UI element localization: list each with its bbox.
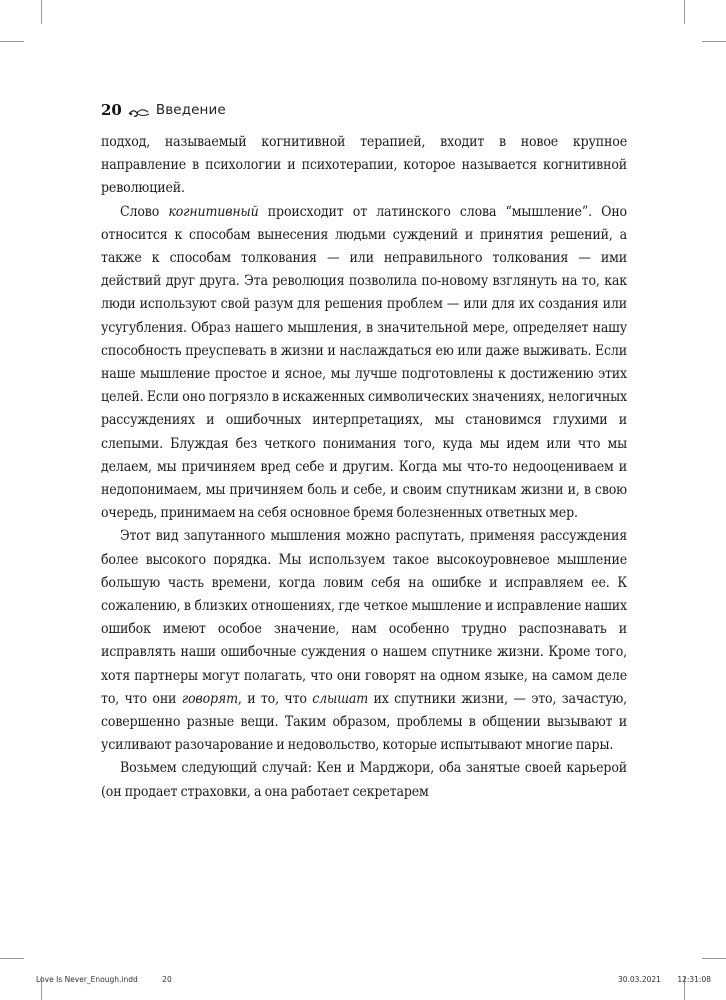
paragraph [101,131,627,201]
text-run: Этот вид запутанного мышления можно распутать, применяя рассуждения более высокого порядка. Мы используем такое высокоуровневое мышление большую часть времени, когда ловим себя на ошибке и исправляем ее. К сожалению, в близких отношениях, где четкое мышление и исправление наших ошибок имеют особое значение, нам особенно трудно распознавать и исправлять наши ошибочные суждения о нашем спутнике жизни. Кроме того, хотя партнеры могут полагать, что они говорят на одном языке, на самом деле то, что они [101,528,627,707]
crop-mark [41,0,42,24]
paragraph [101,757,627,803]
text-run: Возьмем следующий случай: Кен и Марджори, оба занятые своей карьерой (он продает страховки, а она работает секретарем [101,760,627,800]
running-head [101,100,226,120]
text-run: происходит от латинского слова “мышление”. Оно относится к способам вынесения людьми суждений и принятия решений, а также к способам толкования — или неправильного толкования — ими действий друг друга. Эта революция позволила по-новому взглянуть на то, как люди используют свой разум для решения проблем — или для их создания или усугубления. Образ нашего мышления, в значительной мере, определяет нашу способность преуспевать в жизни и наслаждаться ею или даже выживать. Если наше мышление простое и ясное, мы лучше подготовлены к достижению этих целей. Если оно погрязло в искаженных символических значениях, нелогичных рассуждениях и ошибочных интерпретациях, мы становимся глухими и слепыми. Блуждая без четкого понимания того, куда мы идем или что мы делаем, мы причиняем вред себе и другим. Когда мы что-то недооцениваем и недопонимаем, мы причиняем боль и себе, и своим спутникам жизни и, в свою очередь, принимаем на себя основное бремя болезненных ответных мер. [101,203,627,522]
text-run: , и то, что [237,690,313,707]
italic-term: когнитивный [168,203,259,220]
footer-date: 30.03.2021 [617,975,661,984]
footer-page: 20 [162,975,172,984]
italic-term: говорят [181,690,238,707]
crop-mark [702,958,726,959]
text-run: Слово [120,203,169,220]
footer-slug-left [36,975,172,984]
fleuron-icon [128,104,150,116]
crop-mark [702,41,726,42]
paragraph [101,201,627,526]
italic-term: слышат [312,690,369,707]
footer-filename: Love Is Never_Enough.indd [36,975,138,984]
crop-mark [684,0,685,24]
paragraph [101,525,627,757]
page-number: 20 [101,101,122,119]
text-run: их спутники жизни, — это, зачастую, совершенно разные вещи. Таким образом, проблемы в общении вызывают и усиливают разочарование и недовольство, которые испытывают многие пары. [101,690,628,754]
crop-mark [0,958,24,959]
footer-time: 12:31:08 [677,975,711,984]
footer-slug-right [618,975,711,984]
text-run: подход, называемый когнитивной терапией, входит в новое крупное направление в психологии и психотерапии, которое называется когнитивной революцией. [101,134,627,197]
section-title: Введение [155,102,226,118]
crop-mark [0,41,24,42]
body-text [101,131,627,804]
